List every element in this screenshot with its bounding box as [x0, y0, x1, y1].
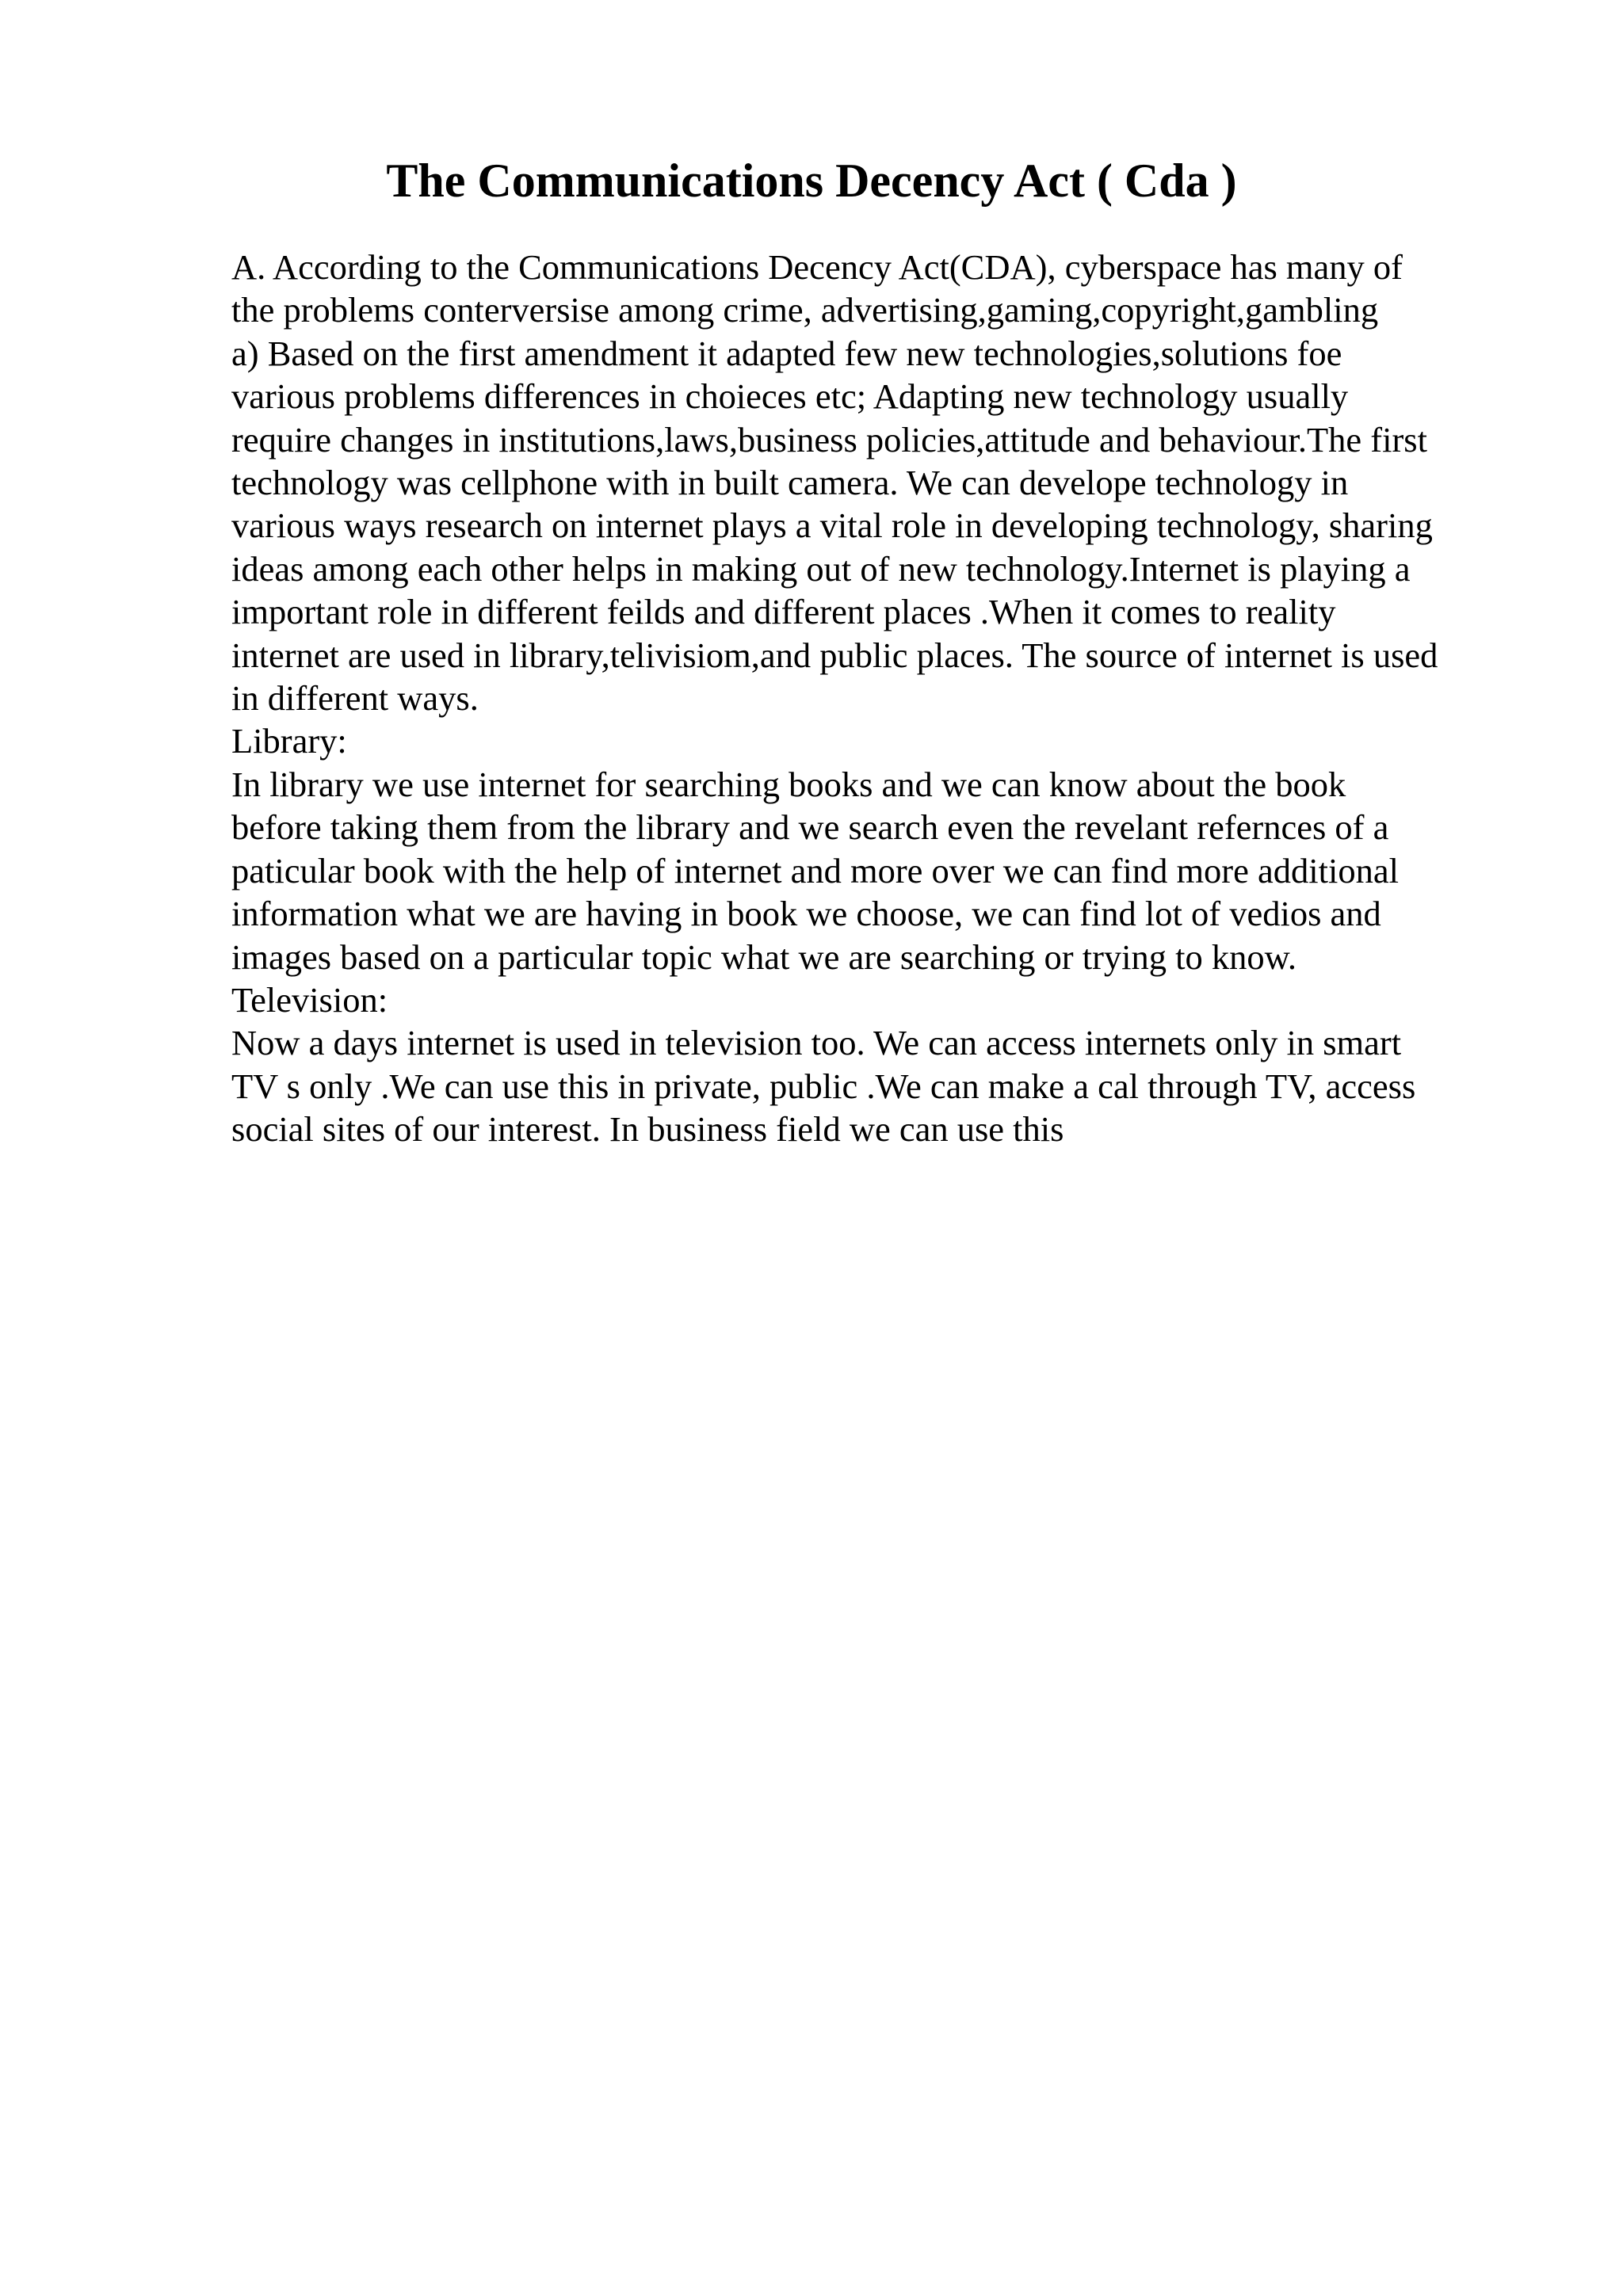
body-line: paticular book with the help of internet and more over we can find more additional — [231, 850, 1399, 891]
document-title: The Communications Decency Act ( Cda ) — [386, 154, 1237, 207]
body-line: various ways research on internet plays a vital role in developing technology, sharing — [231, 505, 1433, 546]
body-line: in different ways. — [231, 678, 479, 719]
body-line: a) Based on the first amendment it adapted few new technologies,solutions foe — [231, 333, 1342, 373]
body-line: before taking them from the library and we search even the revelant refernces of a — [231, 807, 1389, 848]
body-line: require changes in institutions,laws,business policies,attitude and behaviour.The first — [231, 419, 1427, 460]
body-line: internet are used in library,telivisiom,and public places. The source of internet is used — [231, 635, 1438, 675]
body-line: information what we are having in book we choose, we can find lot of vedios and — [231, 894, 1381, 934]
body-line: important role in different feilds and different places .When it comes to reality — [231, 592, 1336, 632]
body-line: TV s only .We can use this in private, public .We can make a cal through TV, access — [231, 1066, 1416, 1106]
section-heading-television: Television: — [231, 979, 388, 1020]
section-heading-library: Library: — [231, 721, 347, 761]
body-line: ideas among each other helps in making out of new technology.Internet is playing a — [231, 548, 1411, 589]
body-line: various problems differences in choieces etc; Adapting new technology usually — [231, 376, 1349, 417]
body-line: A. According to the Communications Decency Act(CDA), cyberspace has many of — [231, 247, 1403, 287]
body-line: technology was cellphone with in built camera. We can develope technology in — [231, 463, 1349, 503]
body-line: the problems conterversise among crime, advertising,gaming,copyright,gambling — [231, 290, 1379, 330]
body-line: Now a days internet is used in television too. We can access internets only in smart — [231, 1023, 1402, 1063]
body-line: images based on a particular topic what we are searching or trying to know. — [231, 936, 1297, 977]
document-body — [231, 246, 1515, 1151]
body-line: In library we use internet for searching books and we can know about the book — [231, 764, 1346, 804]
body-line: social sites of our interest. In business field we can use this — [231, 1109, 1064, 1150]
